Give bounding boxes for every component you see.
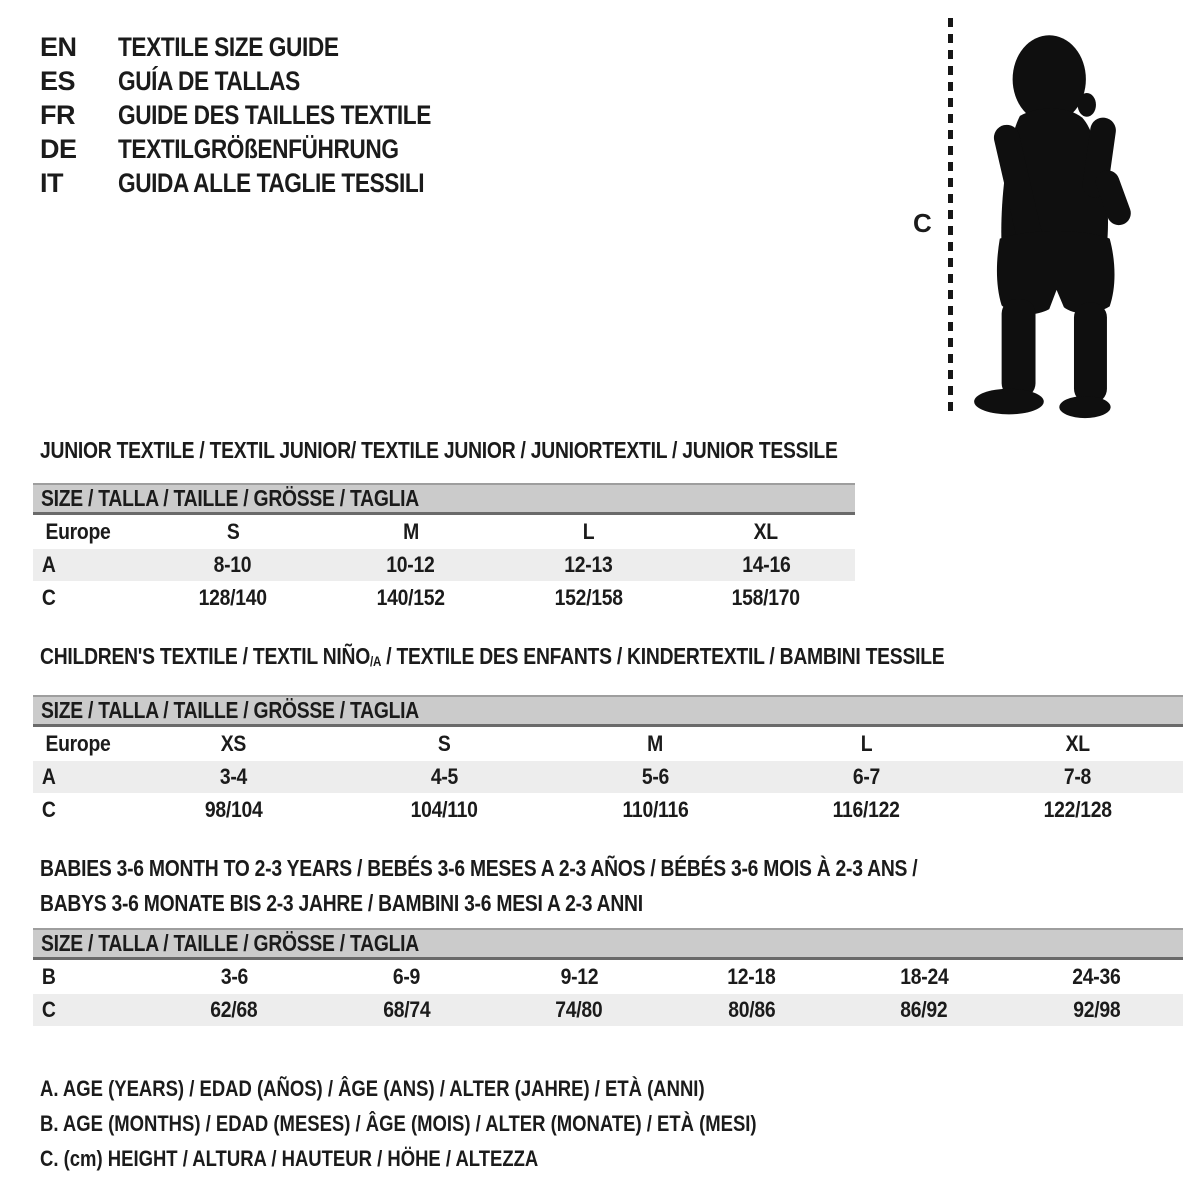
size-header-bar (33, 484, 855, 514)
language-code: ES (40, 66, 76, 96)
row-label-cell (33, 549, 144, 581)
age-row (33, 761, 1183, 793)
value-label: 6-7 (852, 764, 881, 789)
value-cell (761, 761, 972, 793)
size-header-cell (33, 484, 855, 514)
language-row-en (40, 30, 491, 64)
junior-size-table (33, 483, 855, 614)
col-header-cell (677, 514, 855, 550)
value-label: 68/74 (383, 997, 431, 1022)
value-cell (838, 994, 1011, 1026)
value-cell (550, 761, 761, 793)
value-label: 12-13 (564, 552, 613, 577)
value-label: 104/110 (410, 796, 479, 822)
value-label: 24-36 (1072, 964, 1121, 989)
babies-size-table (33, 928, 1183, 1026)
size-header-bar (33, 696, 1183, 726)
legend-block (40, 1071, 893, 1176)
value-label: 80/86 (728, 997, 776, 1022)
value-cell (493, 994, 666, 1026)
legend-line-b (40, 1106, 893, 1141)
value-label: 6-9 (393, 964, 421, 989)
row-label-cell (33, 959, 148, 995)
value-cell (500, 549, 678, 581)
col-header-cell (322, 514, 500, 550)
children-title-rest: / TEXTILE DES ENFANTS / KINDERTEXTIL / BAMBINI TESSILE (381, 643, 945, 669)
guide-title-es: GUÍA DE TALLAS (118, 66, 300, 96)
row-label: C (41, 997, 56, 1022)
row-label: B (41, 964, 56, 989)
height-row (33, 793, 1183, 826)
value-cell (148, 959, 321, 995)
col-header-label: M (402, 519, 419, 544)
col-header-label: XL (754, 519, 779, 544)
value-cell (144, 549, 322, 581)
value-cell (321, 959, 494, 995)
col-header-cell (128, 726, 339, 762)
size-header-cell (33, 696, 1183, 726)
value-label: 12-18 (727, 964, 776, 989)
size-header-cell (33, 929, 1183, 959)
value-cell (550, 793, 761, 826)
language-row-fr (40, 98, 491, 132)
children-section-title (40, 643, 1117, 670)
value-cell (972, 761, 1183, 793)
value-label: 8-10 (214, 552, 252, 577)
value-cell (666, 994, 839, 1026)
children-title-sub: /A (370, 654, 382, 670)
language-row-es (40, 64, 491, 98)
col-header-label: L (860, 731, 873, 756)
col-header-label: Europe (45, 731, 111, 756)
language-code: IT (40, 168, 63, 198)
legend-line-a (40, 1071, 893, 1106)
col-header-label: S (438, 731, 451, 756)
height-row (33, 994, 1183, 1026)
height-measure-dashed-line (948, 18, 953, 418)
row-label-cell (33, 581, 144, 614)
value-label: 5-6 (641, 764, 670, 789)
col-header-label: XS (220, 731, 247, 756)
col-header-label: XL (1065, 731, 1090, 756)
height-figure (905, 14, 1155, 439)
legend-line-b-text: B. AGE (MONTHS) / EDAD (MESES) / ÂGE (MOIS) / ALTER (MONATE) / ETÀ (MESI) (40, 1111, 757, 1136)
value-label: 122/128 (1043, 796, 1112, 822)
value-cell (322, 549, 500, 581)
language-row-it (40, 166, 491, 200)
value-label: 152/158 (554, 584, 623, 610)
age-months-row (33, 959, 1183, 995)
value-label: 86/92 (900, 997, 948, 1022)
row-label: C (41, 796, 56, 822)
language-title-block (40, 30, 491, 200)
babies-section-title (40, 851, 1085, 921)
guide-title-it: GUIDA ALLE TAGLIE TESSILI (118, 168, 425, 198)
row-label-cell (33, 793, 128, 826)
language-code: EN (40, 32, 77, 62)
language-code: DE (40, 134, 77, 164)
row-label-cell (33, 761, 128, 793)
guide-title-en: TEXTILE SIZE GUIDE (118, 32, 339, 62)
col-header-cell (500, 514, 678, 550)
value-cell (677, 581, 855, 614)
value-cell (1011, 994, 1184, 1026)
value-label: 18-24 (900, 964, 949, 989)
size-header-label: SIZE / TALLA / TAILLE / GRÖSSE / TAGLIA (41, 697, 419, 723)
value-label: 7-8 (1063, 764, 1092, 789)
row-label: A (41, 764, 56, 789)
value-label: 3-4 (219, 764, 248, 789)
col-header-label: L (582, 519, 595, 544)
value-cell (666, 959, 839, 995)
col-header-cell (339, 726, 550, 762)
col-header-cell (972, 726, 1183, 762)
value-label: 9-12 (560, 964, 599, 989)
legend-line-c-text: C. (cm) HEIGHT / ALTURA / HAUTEUR / HÖHE / ALTEZZA (40, 1146, 539, 1171)
col-header-cell (761, 726, 972, 762)
children-title-main: CHILDREN'S TEXTILE / TEXTIL NIÑO (40, 643, 371, 669)
value-label: 110/116 (622, 796, 689, 822)
value-label: 62/68 (210, 997, 258, 1022)
height-row (33, 581, 855, 614)
legend-line-a-text: A. AGE (YEARS) / EDAD (AÑOS) / ÂGE (ANS) / ALTER (JAHRE) / ETÀ (ANNI) (40, 1076, 705, 1101)
col-header-label: M (647, 731, 664, 756)
value-cell (500, 581, 678, 614)
value-cell (322, 581, 500, 614)
value-cell (321, 994, 494, 1026)
column-header-row (33, 726, 1183, 762)
column-header-row (33, 514, 855, 550)
junior-section-title (40, 437, 990, 464)
value-cell (493, 959, 666, 995)
children-size-table (33, 695, 1183, 826)
row-label-cell (33, 994, 148, 1026)
value-label: 98/104 (204, 796, 263, 822)
babies-title-line2: BABYS 3-6 MONATE BIS 2-3 JAHRE / BAMBINI 3-6 MESI A 2-3 ANNI (40, 890, 643, 916)
value-label: 92/98 (1073, 997, 1121, 1022)
value-label: 140/152 (376, 584, 445, 610)
children-section-title-text (40, 643, 944, 670)
value-label: 10-12 (386, 552, 435, 577)
size-header-label: SIZE / TALLA / TAILLE / GRÖSSE / TAGLIA (41, 485, 419, 511)
row-label: A (41, 552, 56, 577)
guide-title-fr: GUIDE DES TAILLES TEXTILE (118, 100, 431, 130)
value-cell (761, 793, 972, 826)
value-label: 3-6 (220, 964, 248, 989)
value-cell (148, 994, 321, 1026)
col-header-cell (33, 726, 128, 762)
col-header-cell (144, 514, 322, 550)
value-label: 116/122 (832, 796, 901, 822)
value-cell (677, 549, 855, 581)
col-header-cell (33, 514, 144, 550)
size-header-label: SIZE / TALLA / TAILLE / GRÖSSE / TAGLIA (41, 930, 419, 956)
value-cell (128, 761, 339, 793)
value-cell (972, 793, 1183, 826)
col-header-label: Europe (45, 519, 111, 544)
age-row (33, 549, 855, 581)
legend-line-c (40, 1141, 893, 1176)
value-cell (838, 959, 1011, 995)
height-measure-label: C (913, 208, 932, 238)
babies-title-line1: BABIES 3-6 MONTH TO 2-3 YEARS / BEBÉS 3-6 MESES A 2-3 AÑOS / BÉBÉS 3-6 MOIS À 2-3 ANS / (40, 855, 918, 881)
value-cell (339, 761, 550, 793)
value-cell (339, 793, 550, 826)
value-cell (128, 793, 339, 826)
value-cell (1011, 959, 1184, 995)
value-label: 128/140 (198, 584, 267, 610)
value-cell (144, 581, 322, 614)
value-label: 74/80 (555, 997, 603, 1022)
language-code: FR (40, 100, 75, 130)
language-row-de (40, 132, 491, 166)
col-header-cell (550, 726, 761, 762)
value-label: 158/170 (732, 584, 801, 610)
value-label: 4-5 (430, 764, 459, 789)
baby-silhouette-icon (965, 14, 1139, 432)
size-header-bar (33, 929, 1183, 959)
row-label: C (41, 584, 56, 610)
value-label: 14-16 (742, 552, 791, 577)
col-header-label: S (226, 519, 240, 544)
junior-section-title-text: JUNIOR TEXTILE / TEXTIL JUNIOR/ TEXTILE JUNIOR / JUNIORTEXTIL / JUNIOR TESSILE (40, 437, 838, 463)
guide-title-de: TEXTILGRÖßENFÜHRUNG (118, 134, 399, 164)
